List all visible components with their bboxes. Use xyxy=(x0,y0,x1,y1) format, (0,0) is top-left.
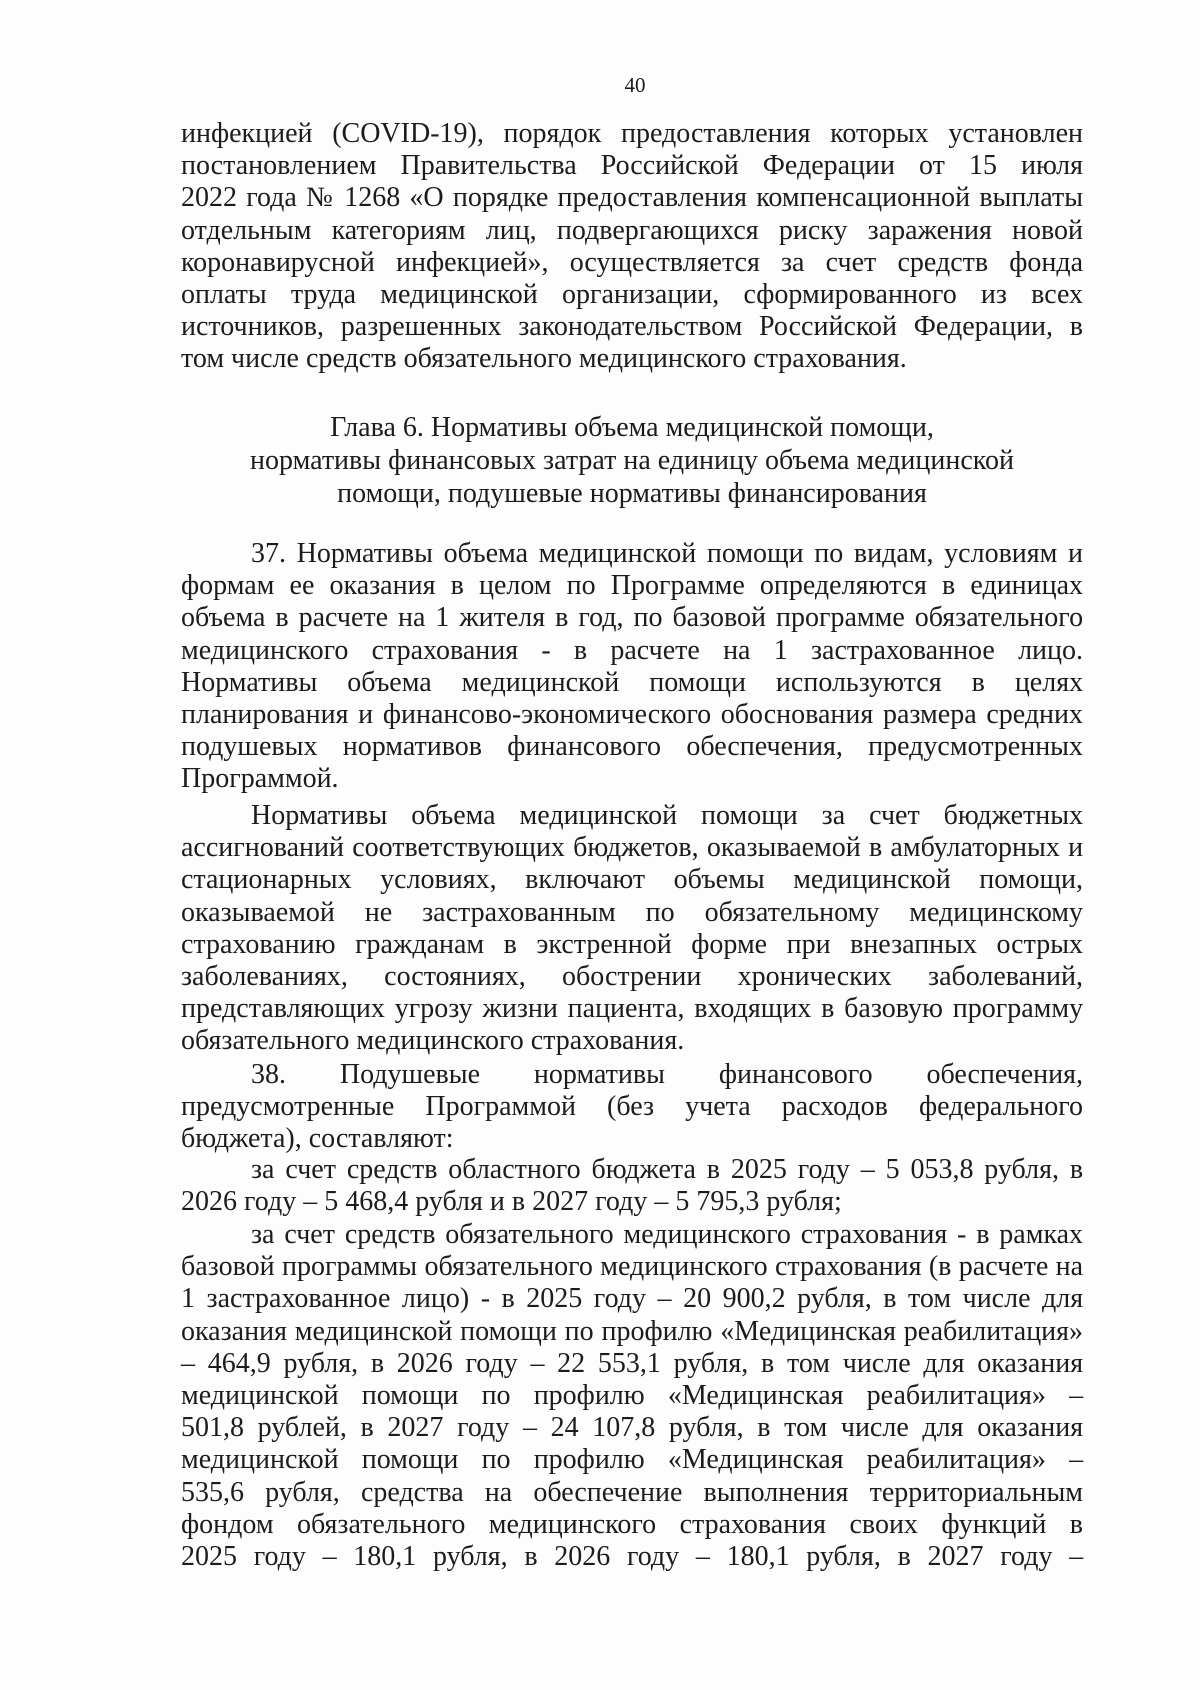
text-line: предусмотренные Программой (без учета расходов федерального xyxy=(181,1091,1084,1123)
text-line: бюджета), составляют: xyxy=(181,1123,454,1155)
text-line: коронавирусной инфекцией», осуществляется за счет средств фонда xyxy=(181,246,1084,278)
oms-paragraph xyxy=(181,1219,1083,1573)
heading-line: нормативы финансовых затрат на единицу объема медицинской xyxy=(250,445,1014,476)
text-line: объема в расчете на 1 жителя в год, по базовой программе обязательного xyxy=(181,602,1084,634)
text-line: оказываемой не застрахованным по обязательному медицинскому xyxy=(181,896,1084,928)
text-line: 2022 года № 1268 «О порядке предоставления компенсационной выплаты xyxy=(181,182,1084,214)
text-line: 535,6 рубля, средства на обеспечение выполнения территориальным xyxy=(181,1476,1084,1508)
text-line: источников, разрешенных законодательством Российской Федерации, в xyxy=(181,311,1084,343)
text-line: медицинской помощи по профилю «Медицинская реабилитация» – xyxy=(181,1380,1084,1412)
text-line: за счет средств обязательного медицинского страхования - в рамках xyxy=(251,1219,1084,1250)
text-line: 501,8 рублей, в 2027 году – 24 107,8 рубля, в том числе для оказания xyxy=(181,1412,1084,1444)
text-line: медицинской помощи по профилю «Медицинская реабилитация» – xyxy=(181,1444,1084,1476)
text-line: страхованию гражданам в экстренной форме при внезапных острых xyxy=(181,928,1083,960)
text-line: 38. Подушевые нормативы финансового обеспечения, xyxy=(251,1059,1084,1090)
text-line: оплаты труда медицинской организации, сформированного из всех xyxy=(181,279,1084,311)
text-line: медицинского страхования - в расчете на 1 застрахованное лицо. xyxy=(181,634,1084,666)
text-line: 37. Нормативы объема медицинской помощи по видам, условиям и xyxy=(251,538,1084,569)
text-line: том числе средств обязательного медицинского страхования. xyxy=(181,343,907,375)
paragraph-38 xyxy=(181,1059,1083,1156)
text-line: 2026 году – 5 468,4 рубля и в 2027 году – 5 795,3 рубля; xyxy=(181,1186,842,1218)
heading-line: помощи, подушевые нормативы финансирования xyxy=(337,478,927,509)
text-line: формам ее оказания в целом по Программе определяются в единицах xyxy=(181,570,1084,602)
paragraph-37-continued xyxy=(181,800,1083,1058)
text-line: Нормативы объема медицинской помощи используются в целях xyxy=(181,666,1084,698)
heading-line: Глава 6. Нормативы объема медицинской помощи, xyxy=(330,412,934,443)
text-line: подушевых нормативов финансового обеспечения, предусмотренных xyxy=(181,731,1083,763)
text-line: отдельным категориям лиц, подвергающихся риску заражения новой xyxy=(181,214,1084,246)
page-number: 40 xyxy=(624,73,646,97)
chapter-heading xyxy=(181,411,1083,510)
text-line: 1 застрахованное лицо) - в 2025 году – 20 900,2 рубля, в том числе для xyxy=(181,1283,1084,1315)
text-line: Нормативы объема медицинской помощи за счет бюджетных xyxy=(251,800,1084,831)
continuation-paragraph xyxy=(181,118,1083,376)
text-line: инфекцией (COVID-19), порядок предоставления которых установлен xyxy=(181,118,1084,149)
text-line: фондом обязательного медицинского страхования своих функций в xyxy=(181,1508,1084,1540)
text-line: заболеваниях, состояниях, обострении хронических заболеваний, xyxy=(181,961,1084,993)
text-line: базовой программы обязательного медицинского страхования (в расчете на xyxy=(181,1251,1084,1283)
text-line: обязательного медицинского страхования. xyxy=(181,1025,685,1057)
paragraph-37 xyxy=(181,538,1083,796)
text-line: оказания медицинской помощи по профилю «Медицинская реабилитация» xyxy=(181,1315,1084,1347)
text-line: ассигнований соответствующих бюджетов, оказываемой в амбулаторных и xyxy=(181,832,1084,864)
text-line: 2025 году – 180,1 рубля, в 2026 году – 180,1 рубля, в 2027 году – xyxy=(181,1541,1084,1573)
text-line: – 464,9 рубля, в 2026 году – 22 553,1 рубля, в том числе для оказания xyxy=(181,1347,1084,1379)
text-line: планирования и финансово-экономического обоснования размера средних xyxy=(181,699,1084,731)
text-line: за счет средств областного бюджета в 2025 году – 5 053,8 рубля, в xyxy=(251,1154,1084,1185)
regional-budget-paragraph xyxy=(181,1154,1083,1218)
text-line: Программой. xyxy=(181,763,339,795)
text-line: стационарных условиях, включают объемы медицинской помощи, xyxy=(181,864,1083,896)
text-line: представляющих угрозу жизни пациента, входящих в базовую программу xyxy=(181,993,1084,1025)
text-line: постановлением Правительства Российской Федерации от 15 июля xyxy=(181,150,1084,182)
